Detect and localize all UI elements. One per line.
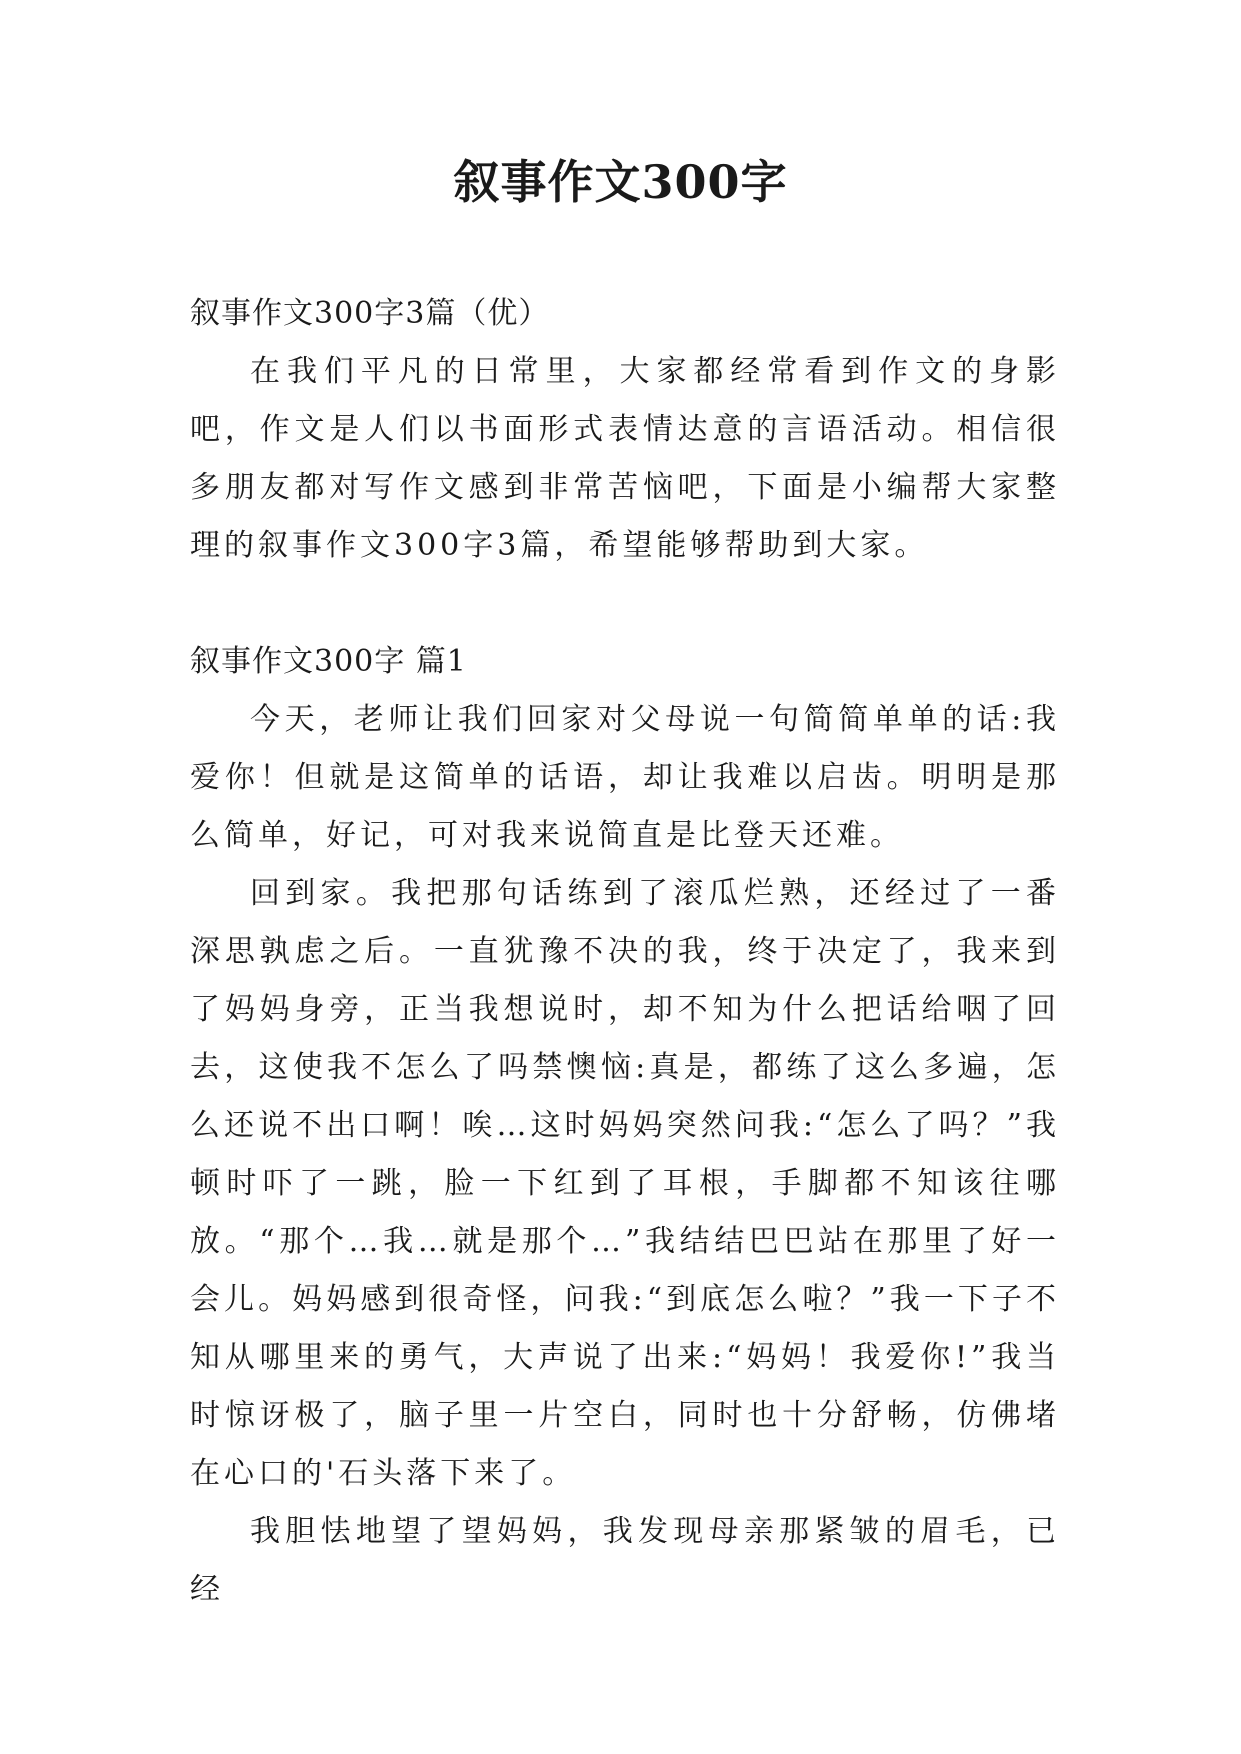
section1-paragraph-2: 回到家。我把那句话练到了滚瓜烂熟，还经过了一番深思孰虑之后。一直犹豫不决的我，终于决定了，我来到了妈妈身旁，正当我想说时，却不知为什么把话给咽了回去，这使我不怎么了吗禁懊恼:真是，都练了这么多遍，怎么还说不出口啊！唉…这时妈妈突然问我:“怎么了吗？”我顿时吓了一跳，脸一下红到了耳根，手脚都不知该往哪放。“那个…我…就是那个…”我结结巴巴站在那里了好一会儿。妈妈感到很奇怪，问我:“到底怎么啦？”我一下子不知从哪里来的勇气，大声说了出来:“妈妈！我爱你!”我当时惊讶极了，脑子里一片空白，同时也十分舒畅，仿佛堵在心口的'石头落下来了。 <box>190 876 1060 1491</box>
section1-paragraph-3: 我胆怯地望了望妈妈，我发现母亲那紧皱的眉毛，已经 <box>190 1514 1060 1607</box>
intro-heading: 叙事作文300字3篇（优） <box>190 296 550 331</box>
intro-paragraph: 在我们平凡的日常里，大家都经常看到作文的身影吧，作文是人们以书面形式表情达意的言语活动。相信很多朋友都对写作文感到非常苦恼吧，下面是小编帮大家整理的叙事作文300字3篇，希望能够帮助到大家。 <box>190 354 1060 563</box>
section-spacer <box>190 575 1060 633</box>
document-body <box>190 285 1060 1619</box>
section1-heading: 叙事作文300字 篇1 <box>190 644 467 679</box>
document-title: 叙事作文300字 <box>453 155 788 209</box>
section1-paragraph-1: 今天，老师让我们回家对父母说一句简简单单的话:我爱你！但就是这简单的话语，却让我难以启齿。明明是那么简单，好记，可对我来说简直是比登天还难。 <box>190 702 1060 853</box>
